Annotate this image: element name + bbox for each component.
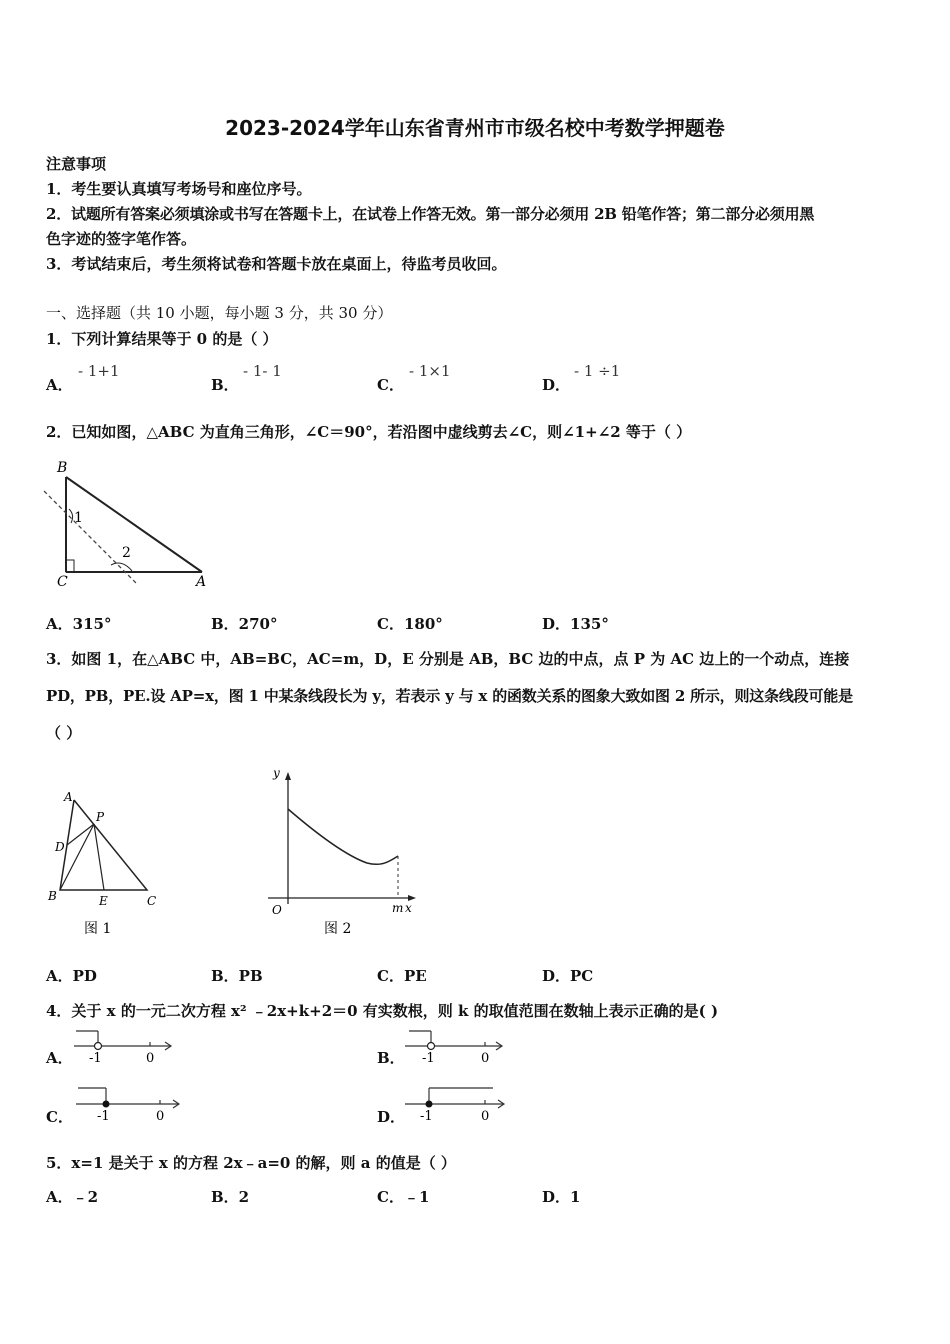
q3-fig1-label-a: A (64, 790, 73, 804)
q5-option-d: D．1 (542, 1188, 581, 1206)
q3-fig2-label-m: m (392, 901, 404, 915)
q3-fig1-label-c: C (147, 894, 157, 908)
q2-label-c: C (57, 574, 68, 590)
q2-label-a: A (196, 574, 207, 590)
q4-numberline-a (70, 1028, 180, 1068)
q1-expr-a: - 1+1 (78, 362, 120, 380)
notice-item-1: 1．考生要认真填写考场号和座位序号。 (46, 180, 312, 198)
q3-fig1-label-d: D (55, 840, 65, 854)
q1-label-a: A． (46, 376, 73, 394)
q5-option-b: B．2 (211, 1188, 250, 1206)
q2-angle-2: 2 (122, 545, 131, 561)
notice-item-3: 3．考试结束后，考生须将试卷和答题卡放在桌面上，待监考员收回。 (46, 255, 507, 273)
notice-item-2a: 2．试题所有答案必须填涂或书写在答题卡上，在试卷上作答无效。第一部分必须用 2B 铅笔作答；第二部分必须用黑 (46, 205, 815, 223)
q1-label-c: C． (377, 376, 404, 394)
q3-stem-line-2: PD，PB，PE.设 AP=x，图 1 中某条线段长为 y，若表示 y 与 x 的函数关系的图象大致如图 2 所示，则这条线段可能是 (46, 687, 853, 705)
q4-numberline-b (401, 1028, 511, 1068)
q4-label-d: D． (377, 1108, 406, 1126)
q4-numberline-d (401, 1084, 511, 1126)
q4a-tick-0: 0 (146, 1051, 155, 1066)
q4d-tick-neg1: -1 (420, 1109, 433, 1124)
q2-option-d: D．135° (542, 615, 609, 633)
q1-expr-d: - 1 ÷1 (574, 362, 621, 380)
q4c-tick-neg1: -1 (97, 1109, 110, 1124)
q4-stem: 4．关于 x 的一元二次方程 x² ﹣2x+k+2＝0 有实数根，则 k 的取值范围在数轴上表示正确的是( ) (46, 1002, 719, 1020)
notice-heading: 注意事项 (46, 155, 107, 173)
q4c-tick-0: 0 (156, 1109, 165, 1124)
q4-label-c: C． (46, 1108, 73, 1126)
section-heading: 一、选择题（共 10 小题，每小题 3 分，共 30 分） (46, 304, 393, 322)
q3-fig2-label-x: x (405, 901, 412, 915)
q3-figure-2 (262, 766, 422, 943)
q1-expr-b: - 1- 1 (243, 362, 282, 380)
q3-fig1-label-p: P (96, 810, 105, 824)
q3-fig2-caption: 图 2 (324, 921, 352, 937)
q2-option-c: C．180° (377, 615, 443, 633)
q1-stem: 1．下列计算结果等于 0 的是（ ） (46, 330, 278, 348)
q3-option-c: C．PE (377, 967, 427, 985)
q3-fig1-caption: 图 1 (84, 921, 112, 937)
q1-label-d: D． (542, 376, 571, 394)
q2-triangle-figure (40, 455, 220, 590)
q3-fig2-label-o: O (272, 903, 282, 917)
q3-fig1-label-b: B (48, 889, 57, 903)
q1-label-b: B． (211, 376, 239, 394)
q2-option-b: B．270° (211, 615, 278, 633)
q4d-tick-0: 0 (481, 1109, 490, 1124)
q4b-tick-0: 0 (481, 1051, 490, 1066)
q4-numberline-c (72, 1084, 184, 1126)
q3-fig1-label-e: E (99, 894, 108, 908)
q3-option-d: D．PC (542, 967, 594, 985)
q3-option-b: B．PB (211, 967, 263, 985)
q3-stem-line-1: 3．如图 1，在△ABC 中，AB=BC，AC=m，D，E 分别是 AB，BC 边的中点，点 P 为 AC 边上的一个动点，连接 (46, 650, 850, 668)
q2-angle-1: 1 (74, 510, 83, 526)
q3-option-a: A．PD (46, 967, 97, 985)
q3-stem-line-3: （ ） (46, 724, 82, 742)
q4-label-a: A． (46, 1049, 73, 1067)
notice-item-2b: 色字迹的签字笔作答。 (46, 230, 197, 248)
q2-option-a: A．315° (46, 615, 112, 633)
q3-fig2-label-y: y (273, 766, 280, 780)
q4b-tick-neg1: -1 (422, 1051, 435, 1066)
q5-stem: 5．x=1 是关于 x 的方程 2x﹣a=0 的解，则 a 的值是（ ） (46, 1154, 456, 1172)
q4a-tick-neg1: -1 (89, 1051, 102, 1066)
q4-label-b: B． (377, 1049, 405, 1067)
q5-option-a: A．﹣2 (46, 1188, 99, 1206)
q5-option-c: C．﹣1 (377, 1188, 430, 1206)
q3-figure-1 (44, 788, 174, 943)
page-title: 2023-2024学年山东省青州市市级名校中考数学押题卷 (225, 116, 725, 140)
q2-label-b: B (57, 460, 68, 476)
q2-stem: 2．已知如图，△ABC 为直角三角形，∠C＝90°，若沿图中虚线剪去∠C，则∠1+∠2 等于（ ） (46, 423, 692, 441)
q1-expr-c: - 1×1 (409, 362, 451, 380)
